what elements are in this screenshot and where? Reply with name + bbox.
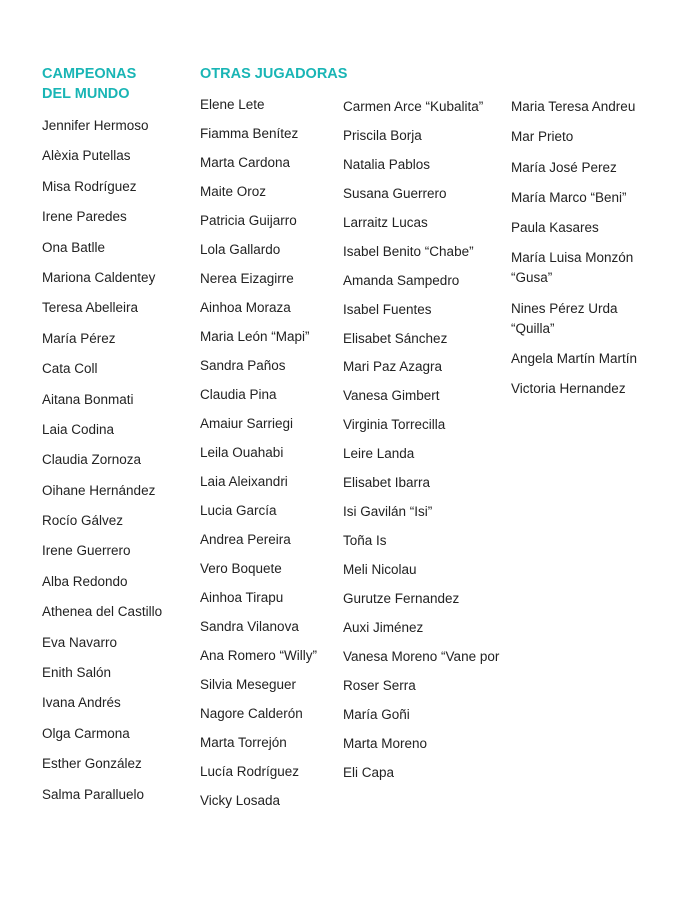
heading-line: DEL MUNDO [42, 86, 130, 102]
player-name: Elisabet Sánchez [343, 330, 448, 346]
player-name: Natalia Pablos [343, 156, 431, 172]
player-name: Priscila Borja [343, 127, 422, 143]
player-name: Esther González [42, 756, 142, 772]
player-name: Angela Martín Martín [511, 351, 638, 367]
player-name: Athenea del Castillo [42, 604, 163, 620]
player-name: Cata Coll [42, 361, 98, 377]
player-name: Elene Lete [200, 97, 265, 112]
player-name: Salma Paralluelo [42, 786, 145, 802]
player-name: Maite Oroz [200, 184, 267, 199]
player-name: Claudia Pina [200, 387, 277, 402]
player-name: Paula Kasares [511, 220, 599, 236]
player-name: Irene Paredes [42, 209, 127, 225]
player-name: Ana Romero “Willy” [200, 648, 318, 663]
player-name: Meli Nicolau [343, 562, 417, 577]
player-name: Patricia Guijarro [200, 213, 297, 228]
player-name: Oihane Hernández [42, 482, 156, 498]
player-name: Marta Moreno [343, 735, 428, 751]
player-name: Claudia Zornoza [42, 452, 142, 468]
player-name: Ona Batlle [42, 239, 106, 255]
otras-heading: OTRAS JUGADORAS [200, 66, 348, 82]
otras-list-col2 [343, 97, 503, 792]
player-name: Fiamma Benítez [200, 126, 299, 141]
player-name: María Luisa Monzón “Gusa” [511, 250, 634, 286]
player-name: Victoria Hernandez [511, 381, 626, 397]
player-name: Alba Redondo [42, 573, 128, 589]
player-name: Eva Navarro [42, 634, 118, 650]
player-name: Teresa Abelleira [42, 300, 139, 316]
player-name: Vanesa Moreno “Vane por [343, 648, 500, 664]
player-name: Rocío Gálvez [42, 513, 124, 529]
heading-line: CAMPEONAS [42, 66, 137, 82]
player-name: Vero Boquete [200, 561, 282, 576]
player-name: Jennifer Hermoso [42, 118, 149, 133]
player-name: Lucía Rodríguez [200, 764, 300, 779]
player-name: Larraitz Lucas [343, 214, 428, 230]
player-name: Nines Pérez Urda “Quilla” [511, 300, 618, 336]
player-name: Marta Torrejón [200, 735, 287, 750]
player-name: Alèxia Putellas [42, 148, 131, 164]
player-name: Maria Teresa Andreu [511, 99, 636, 114]
player-name: Sandra Paños [200, 358, 286, 373]
campeonas-list [42, 116, 162, 815]
player-name: Nerea Eizagirre [200, 271, 294, 286]
player-name: María Goñi [343, 706, 410, 722]
player-name: Mari Paz Azagra [343, 359, 443, 375]
player-name: Amaiur Sarriegi [200, 416, 294, 431]
player-name: Amanda Sampedro [343, 272, 460, 288]
otras-list-col1 [200, 95, 317, 820]
player-name: Eli Capa [343, 764, 395, 780]
player-name: Mariona Caldentey [42, 269, 156, 285]
player-name: Ainhoa Tirapu [200, 590, 284, 605]
player-name: Ainhoa Moraza [200, 300, 291, 315]
player-name: Auxi Jiménez [343, 619, 424, 635]
player-name: Isi Gavilán “Isi” [343, 504, 433, 520]
player-name: Lola Gallardo [200, 242, 281, 257]
player-name: Ivana Andrés [42, 695, 121, 711]
player-name: Nagore Calderón [200, 706, 303, 721]
player-name: Silvia Meseguer [200, 677, 297, 692]
player-name: Elisabet Ibarra [343, 475, 431, 491]
player-name: Olga Carmona [42, 725, 130, 741]
player-name: Misa Rodríguez [42, 178, 137, 194]
player-name: Toña Is [343, 533, 387, 549]
player-name: Mar Prieto [511, 129, 574, 145]
player-name: Vanesa Gimbert [343, 388, 440, 404]
player-name: Marta Cardona [200, 155, 291, 170]
player-name: Susana Guerrero [343, 185, 447, 201]
player-name: Irene Guerrero [42, 543, 131, 559]
campeonas-heading [42, 64, 136, 104]
player-name: Andrea Pereira [200, 532, 291, 547]
player-name: Maria León “Mapi” [200, 329, 310, 344]
player-name: Leila Ouahabi [200, 445, 284, 460]
player-name: María Pérez [42, 330, 116, 346]
player-name: Gurutze Fernandez [343, 590, 460, 606]
player-name: Aitana Bonmati [42, 391, 134, 407]
player-name: Enith Salón [42, 665, 112, 681]
player-name: Isabel Benito “Chabe” [343, 243, 474, 259]
player-name: María José Perez [511, 159, 617, 175]
player-name: Virginia Torrecilla [343, 417, 446, 433]
player-name: Sandra Vilanova [200, 619, 299, 634]
player-name: Vicky Losada [200, 793, 281, 808]
otras-list-col3 [511, 97, 641, 410]
player-name: Isabel Fuentes [343, 301, 432, 317]
player-name: Roser Serra [343, 677, 416, 693]
player-name: Carmen Arce “Kubalita” [343, 99, 484, 114]
player-name: Laia Codina [42, 421, 115, 437]
player-name: Laia Aleixandri [200, 474, 288, 489]
player-name: Leire Landa [343, 446, 415, 462]
player-name: María Marco “Beni” [511, 189, 627, 205]
player-name: Lucia García [200, 503, 277, 518]
